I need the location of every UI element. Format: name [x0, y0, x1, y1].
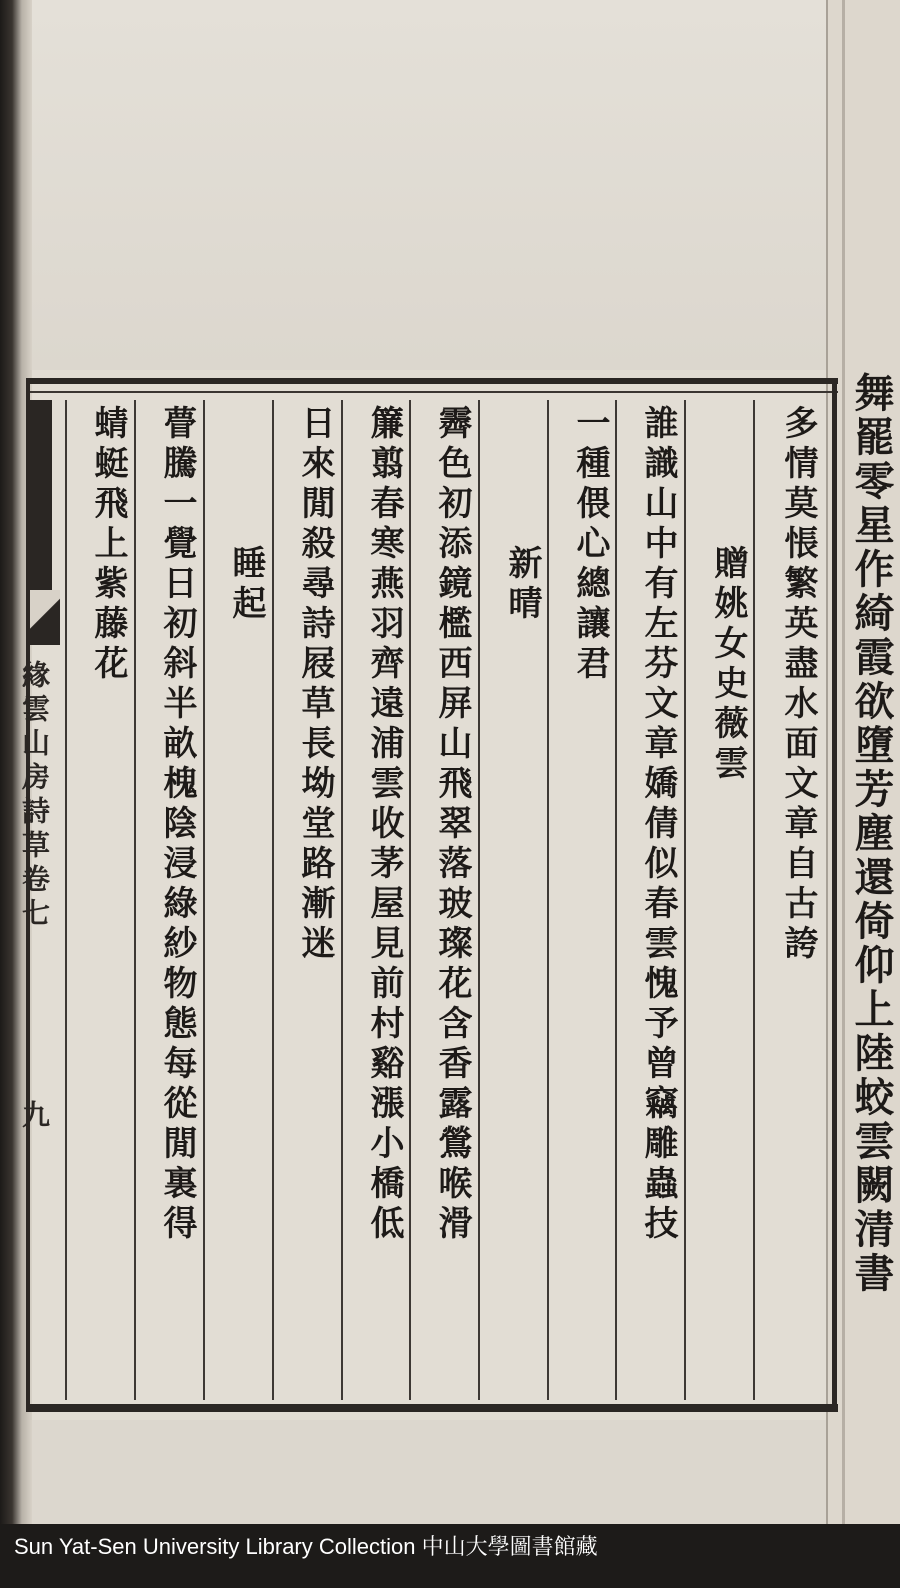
column-rule — [547, 400, 549, 1400]
text-column: 蜻蜓飛上紫藤花 — [88, 405, 128, 685]
bottom-margin — [32, 1420, 826, 1524]
frame-bottom-rule — [26, 1404, 838, 1412]
margin-book-title: 緣雲山房詩草卷七 — [18, 660, 51, 932]
top-margin — [32, 0, 826, 370]
text-column: 睡起 — [226, 545, 266, 625]
column-rule — [203, 400, 205, 1400]
frame-top-rule — [26, 378, 838, 384]
column-rule — [272, 400, 274, 1400]
column-rule — [65, 400, 67, 1400]
text-column: 日來閒殺尋詩屐草長坳堂路漸迷 — [295, 405, 335, 965]
column-rule — [341, 400, 343, 1400]
text-column: 贈姚女史薇雲 — [708, 545, 748, 785]
text-column: 多情莫悵繁英盡水面文章自古誇 — [778, 405, 818, 965]
text-column: 簾翦春寒燕羽齊遠浦雲收茅屋見前村谿漲小橋低 — [364, 405, 404, 1245]
next-leaf-edge — [842, 0, 845, 1588]
next-leaf-text: 舞罷零星作綺霞欲墮芳塵還倚仰上陸蛟雲闕清書 — [848, 372, 895, 1296]
fish-tail-block — [30, 400, 52, 590]
text-column: 一種偎心總讓君 — [570, 405, 610, 685]
text-column: 霽色初添鏡檻西屏山飛翠落玻璨花含香露鶯喉滑 — [432, 405, 472, 1245]
column-rule — [409, 400, 411, 1400]
column-rule — [684, 400, 686, 1400]
column-rule — [478, 400, 480, 1400]
margin-folio-number: 九 — [18, 1100, 51, 1128]
frame-top-inner-rule — [26, 391, 838, 393]
column-rule — [753, 400, 755, 1400]
frame-right-rule — [832, 378, 837, 1412]
text-column: 瞢騰一覺日初斜半畝槐陰浸綠紗物態每從閒裏得 — [157, 405, 197, 1245]
collection-credit: Sun Yat-Sen University Library Collection 中山大學圖書館藏 — [14, 1534, 598, 1559]
text-column: 誰識山中有左芬文章嬌倩似春雲愧予曾竊雕蟲技 — [638, 405, 678, 1245]
fish-tail-wedge — [30, 590, 60, 645]
column-rule — [134, 400, 136, 1400]
text-column: 新晴 — [502, 545, 542, 625]
column-rule — [615, 400, 617, 1400]
